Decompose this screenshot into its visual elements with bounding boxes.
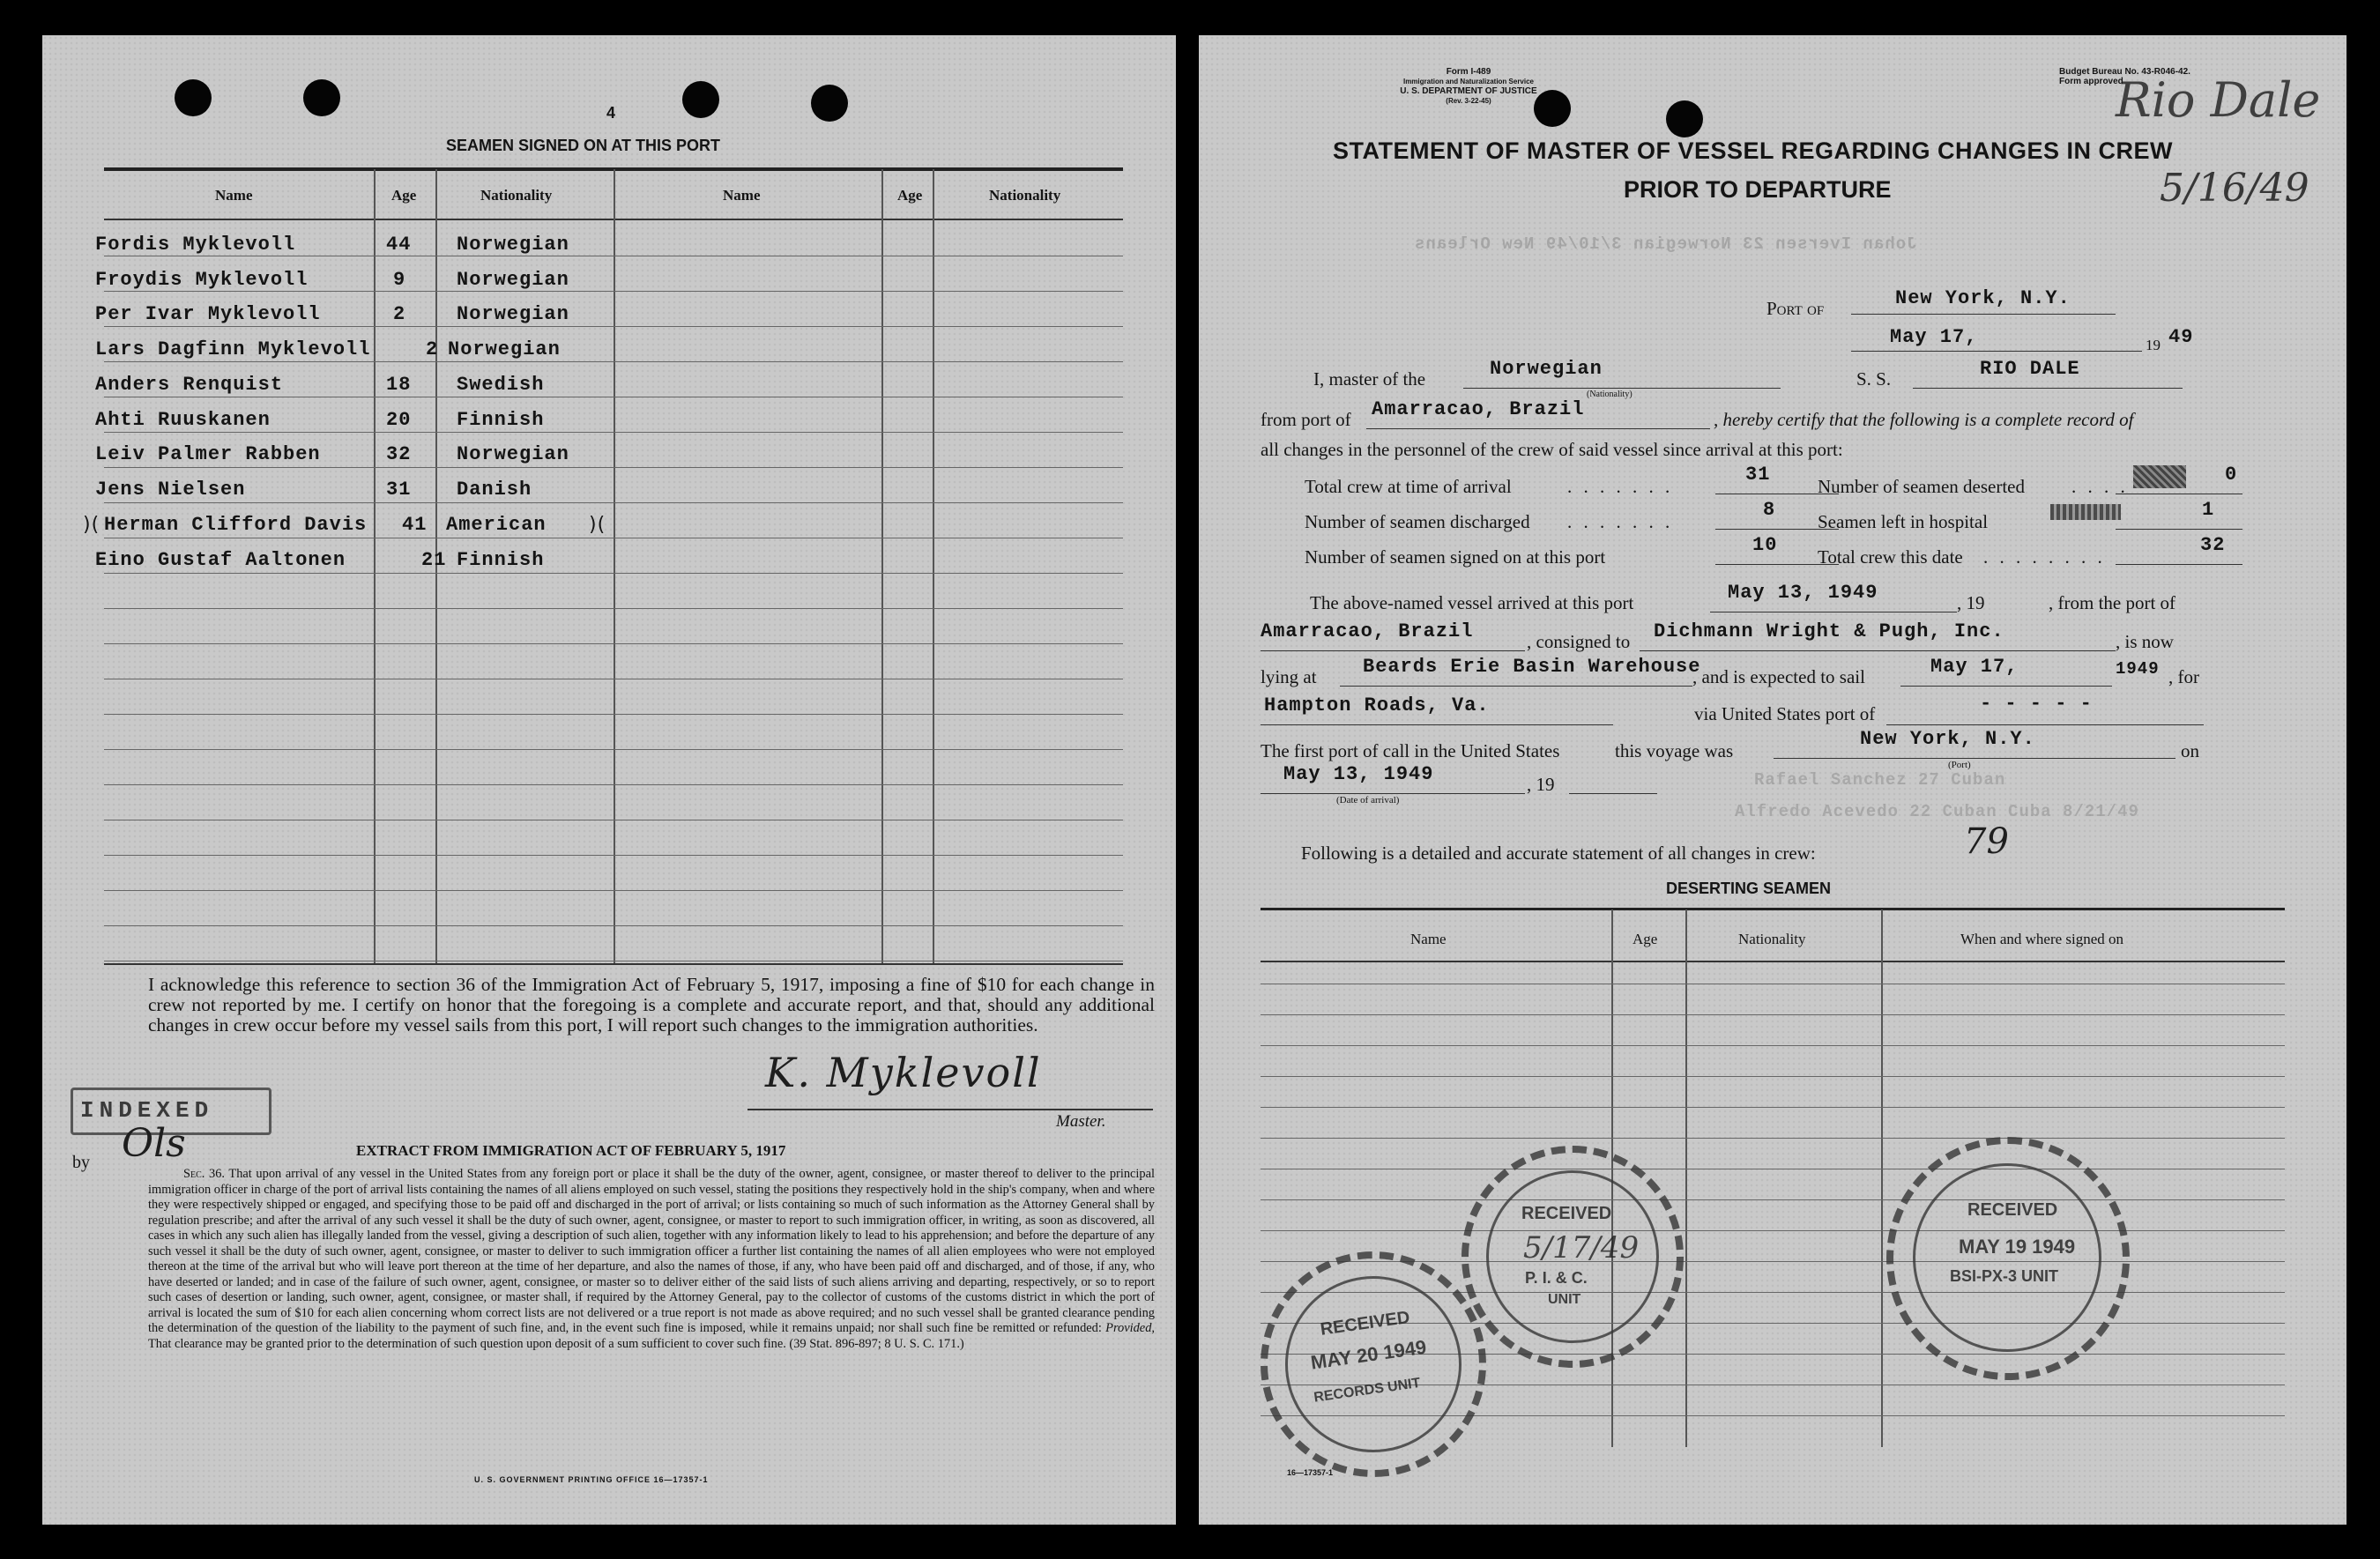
seaman-age: 32 — [386, 443, 412, 465]
consignee-value: Dichmann Wright & Pugh, Inc. — [1654, 620, 2004, 642]
punch-hole — [682, 81, 719, 118]
lying-at-label: lying at — [1261, 666, 1317, 687]
is-now-label: , is now — [2116, 631, 2174, 652]
col-header-name: Name — [1410, 931, 1447, 947]
certify-text-2: all changes in the personnel of the crew of said vessel since arrival at this port: — [1261, 439, 1843, 460]
date-value: May 17, — [1890, 326, 1978, 348]
table-rule — [104, 714, 1123, 715]
received-stamp: RECEIVED MAY 20 1949 RECORDS UNIT — [1246, 1236, 1500, 1491]
seaman-name: Herman Clifford Davis — [104, 514, 368, 536]
total-crew-arrival-value: 31 — [1745, 464, 1771, 486]
punch-hole — [303, 79, 340, 116]
seaman-nationality: Norwegian — [457, 303, 569, 325]
table-rule — [1261, 1107, 2285, 1108]
indexed-stamp: INDEXED — [71, 1088, 271, 1135]
arrived-suffix: , 19 — [1957, 592, 1985, 613]
table-rule — [1261, 1199, 2285, 1200]
col-header-when-where: When and where signed on — [1960, 931, 2124, 947]
deserted-label: Number of seamen deserted — [1818, 476, 2025, 497]
table-rule — [104, 643, 1123, 644]
discharged-label: Number of seamen discharged — [1305, 511, 1530, 532]
printing-office-line: U. S. GOVERNMENT PRINTING OFFICE 16—17357-1 — [474, 1475, 709, 1484]
col-header-age-2: Age — [897, 187, 923, 204]
nationality-caption: (Nationality) — [1587, 390, 1633, 399]
signed-on-label: Number of seamen signed on at this port — [1305, 546, 1606, 568]
agency-line: U. S. DEPARTMENT OF JUSTICE — [1400, 86, 1537, 96]
bracket-mark: )( — [589, 514, 606, 536]
certify-text: , hereby certify that the following is a complete record of — [1714, 409, 2134, 430]
seaman-nationality: Norwegian — [457, 443, 569, 465]
seaman-age: 44 — [386, 234, 412, 256]
date-suffix: , 19 — [1527, 774, 1555, 795]
table-rule — [1261, 1230, 2285, 1231]
budget-line: Budget Bureau No. 43-R046-42. — [2059, 67, 2190, 77]
table-rule — [104, 890, 1123, 891]
year-prefix: 19 — [2146, 337, 2161, 353]
seaman-nationality: Finnish — [457, 549, 545, 571]
bleed-through-text: Johan Iversen 23 Norwegian 3/10/49 New Orleans — [1414, 234, 1917, 254]
table-rule — [1261, 1045, 2285, 1046]
seaman-age: 21 — [421, 549, 447, 571]
table-rule — [104, 361, 1123, 362]
table-rule — [104, 502, 1123, 503]
nationality-value: Norwegian — [1490, 358, 1603, 380]
budget-line: Form approved — [2059, 77, 2123, 86]
seaman-name: Lars Dagfinn Myklevoll — [95, 338, 371, 360]
table-rule — [104, 925, 1123, 926]
master-label: Master. — [1056, 1112, 1106, 1131]
footer-code: 16—17357-1 — [1287, 1468, 1334, 1477]
hospital-label: Seamen left in hospital — [1818, 511, 1989, 532]
struck-out-value — [2050, 504, 2121, 520]
left-page — [42, 35, 1176, 1525]
port-caption: (Port) — [1948, 760, 1971, 770]
seaman-nationality: Swedish — [457, 374, 545, 396]
from-the-port-label: , from the port of — [2049, 592, 2176, 613]
right-page — [1199, 35, 2347, 1525]
hospital-value: 1 — [2202, 499, 2215, 521]
agency-line: Immigration and Naturalization Service — [1402, 78, 1535, 85]
seaman-age: 20 — [386, 409, 412, 431]
punch-hole — [811, 85, 848, 122]
seaman-name: Ahti Ruuskanen — [95, 409, 271, 431]
extract-body: That upon arrival of any vessel in the United States from any foreign port or place it shall be the duty of the owner, agent, consignee, or master thereof to deliver to the principal immigration officer in charge of the port of arrival lists containing the names of all aliens employed on such vessel, stating the positions they respectively hold in the ship's company, when and where they were respectively shipped or engaged, and specifying those to be paid off and discharged in the port of arrival; or lists containing so much of such information as the Attorney General shall by regulation prescribe; and after the arrival of any such vessel it shall be the duty of such owner, agent, consignee, or master to report to such immigration officer, in writing, as soon as discovered, all cases in which any such alien has illegally landed from the vessel, giving a description of such alien, together with any information likely to lead to his apprehension; and before the departure of any such vessel it shall be the duty of such owner, agent, consignee, or master to deliver to such immigration officer a further list containing the names of all alien employees who were not employed thereon at the time of the arrival but who will leave port thereon at the time of her departure, and also the names of those, if any, who have been paid off and discharged, and of those, if any, who have deserted or landed; and in case of the failure of such owner, agent, consignee, or master so to deliver either of the said lists of such aliens arriving and departing, respectively, or so to report such cases of desertion or landing, such owner, agent, consignee, or master shall, if required by the Attorney General, pay to the collector of customs of the customs district in which the port of arrival is located the sum of $10 for each alien concerning whom correct lists are not delivered or a true report is not made as above required; and no such vessel shall be granted clearance pending the determination of the question of the liability to the payment of such fine, and, in the event such fine is imposed, while it remains unpaid; nor shall such fine be remitted or refunded: — [148, 1167, 1155, 1335]
dot-leader: . . . . — [2071, 476, 2129, 497]
dot-leader: . . . . . . . . — [1983, 546, 2106, 568]
received-stamp: RECEIVED MAY 19 1949 BSI-PX-3 UNIT — [1886, 1137, 2130, 1380]
table-rule — [1261, 1138, 2285, 1139]
seaman-age: 2 — [426, 338, 439, 360]
via-label: via United States port of — [1694, 703, 1876, 724]
dot-leader: . . . . . . . — [1567, 476, 1674, 497]
port-value: New York, N.Y. — [1895, 287, 2071, 309]
via-value: - - - - - — [1980, 693, 2093, 715]
master-of-label: I, master of the — [1313, 368, 1426, 390]
table-rule — [104, 291, 1123, 292]
arrived-label: The above-named vessel arrived at this port — [1310, 592, 1634, 613]
following-label: Following is a detailed and accurate statement of all changes in crew: — [1301, 843, 1816, 864]
table-rule — [1261, 1076, 2285, 1077]
seaman-name: Jens Nielsen — [95, 479, 246, 501]
seaman-name: Froydis Myklevoll — [95, 269, 309, 291]
extract-title: EXTRACT FROM IMMIGRATION ACT OF FEBRUARY 5, 1917 — [356, 1142, 786, 1159]
agency-line: (Rev. 3-22-45) — [1446, 97, 1491, 105]
table-rule — [104, 467, 1123, 468]
acknowledgement-text: I acknowledge this reference to section 36 of the Immigration Act of February 5, 1917, imposing a fine of $10 for each change in crew not reported by me. I certify on honor that the foregoing is a complete and accurate report, and that, should any additional changes in crew occur before my vessel sails from this port, I will report such changes to the immigration authorities. — [148, 974, 1155, 1036]
extract-proviso: Provided, — [1105, 1321, 1155, 1335]
discharged-value: 8 — [1763, 499, 1776, 521]
arrived-value: May 13, 1949 — [1728, 582, 1878, 604]
total-this-date-label: Total crew this date — [1818, 546, 1963, 568]
table-rule — [104, 573, 1123, 574]
handwritten-ship-name: Rio Dale — [2116, 72, 2321, 128]
date-of-arrival-caption: (Date of arrival) — [1336, 795, 1400, 805]
seaman-age: 9 — [393, 269, 406, 291]
seaman-nationality: Norwegian — [457, 269, 569, 291]
first-port-label: The first port of call in the United States — [1261, 740, 1560, 761]
this-voyage-label: this voyage was — [1615, 740, 1734, 761]
signed-on-value: 10 — [1752, 534, 1778, 556]
form-title: STATEMENT OF MASTER OF VESSEL REGARDING CHANGES IN CREW — [1333, 137, 2174, 164]
ship-name-value: RIO DALE — [1980, 358, 2080, 380]
on-label: on — [2181, 740, 2199, 761]
expected-label: , and is expected to sail — [1692, 666, 1865, 687]
col-header-nationality: Nationality — [1738, 931, 1806, 947]
punch-hole — [1666, 100, 1703, 137]
form-subtitle: PRIOR TO DEPARTURE — [1624, 176, 1892, 203]
seaman-age: 31 — [386, 479, 412, 501]
page-number: 4 — [606, 104, 616, 122]
table-rule — [104, 855, 1123, 856]
sail-date-value: May 17, — [1930, 656, 2019, 678]
seaman-name: Leiv Palmer Rabben — [95, 443, 321, 465]
struck-out-value — [2133, 465, 2186, 488]
bleed-through-text: Rafael Sanchez 27 Cuban — [1754, 770, 2006, 790]
table-rule — [1261, 1014, 2285, 1015]
lying-at-value: Beards Erie Basin Warehouse — [1363, 656, 1701, 678]
punch-hole — [175, 79, 212, 116]
form-header — [1363, 67, 1574, 106]
sail-year-value: 1949 — [2116, 659, 2160, 679]
extract-section: Sec. 36. — [183, 1167, 226, 1181]
first-port-value: New York, N.Y. — [1860, 728, 2035, 750]
date-of-arrival-value: May 13, 1949 — [1283, 763, 1434, 785]
seaman-nationality: American — [446, 514, 547, 536]
origin-value: Amarracao, Brazil — [1261, 620, 1474, 642]
year-value: 49 — [2168, 326, 2194, 348]
seaman-age: 2 — [393, 303, 406, 325]
port-label: Port of — [1766, 298, 1825, 319]
col-header-name-2: Name — [723, 187, 761, 204]
table-rule — [104, 784, 1123, 785]
col-header-name: Name — [215, 187, 253, 204]
table-rule — [104, 326, 1123, 327]
seaman-nationality: Danish — [457, 479, 532, 501]
extract-tail: That clearance may be granted prior to the determination of such question upon deposit of a sum sufficient to cover such fine. (39 Stat. 896-897; 8 U. S. C. 171.) — [148, 1336, 964, 1351]
received-stamp: RECEIVED 5/17/49 P. I. & C. UNIT — [1461, 1146, 1684, 1368]
table-rule — [104, 608, 1123, 609]
master-signature: K. Myklevoll — [765, 1049, 1042, 1096]
seaman-age: 18 — [386, 374, 412, 396]
col-header-nationality: Nationality — [480, 187, 553, 204]
from-port-label: from port of — [1261, 409, 1351, 430]
dot-leader: . . . . . . . — [1567, 511, 1674, 532]
consigned-label: , consigned to — [1527, 631, 1631, 652]
indexer-initials: Ols — [122, 1121, 186, 1166]
seaman-nationality: Norwegian — [457, 234, 569, 256]
col-header-age: Age — [391, 187, 417, 204]
following-handwritten-mark: 79 — [1964, 821, 2009, 862]
from-port-value: Amarracao, Brazil — [1372, 398, 1585, 420]
form-number: Form I-489 — [1446, 67, 1491, 77]
table-rule — [104, 749, 1123, 750]
deserting-seamen-title: DESERTING SEAMEN — [1666, 880, 1832, 897]
section-title: SEAMEN SIGNED ON AT THIS PORT — [446, 137, 721, 154]
extract-text — [148, 1167, 1155, 1352]
ss-label: S. S. — [1856, 368, 1892, 390]
bracket-mark: )( — [83, 514, 100, 536]
seaman-name: Anders Renquist — [95, 374, 284, 396]
by-label: by — [72, 1153, 90, 1172]
seaman-age: 41 — [402, 514, 428, 536]
total-this-date-value: 32 — [2200, 534, 2226, 556]
bleed-through-text: Alfredo Acevedo 22 Cuban Cuba 8/21/49 — [1735, 802, 2139, 821]
col-header-nationality-2: Nationality — [989, 187, 1061, 204]
seaman-nationality: Finnish — [457, 409, 545, 431]
deserted-value: 0 — [2225, 464, 2238, 486]
handwritten-date: 5/16/49 — [2160, 166, 2309, 211]
destination-value: Hampton Roads, Va. — [1264, 694, 1490, 716]
seaman-name: Fordis Myklevoll — [95, 234, 296, 256]
total-crew-arrival-label: Total crew at time of arrival — [1305, 476, 1512, 497]
seaman-name: Eino Gustaf Aaltonen — [95, 549, 346, 571]
for-label: , for — [2168, 666, 2199, 687]
seaman-name: Per Ivar Myklevoll — [95, 303, 321, 325]
table-rule — [104, 432, 1123, 433]
col-header-age: Age — [1633, 931, 1658, 947]
seaman-nationality: Norwegian — [448, 338, 561, 360]
